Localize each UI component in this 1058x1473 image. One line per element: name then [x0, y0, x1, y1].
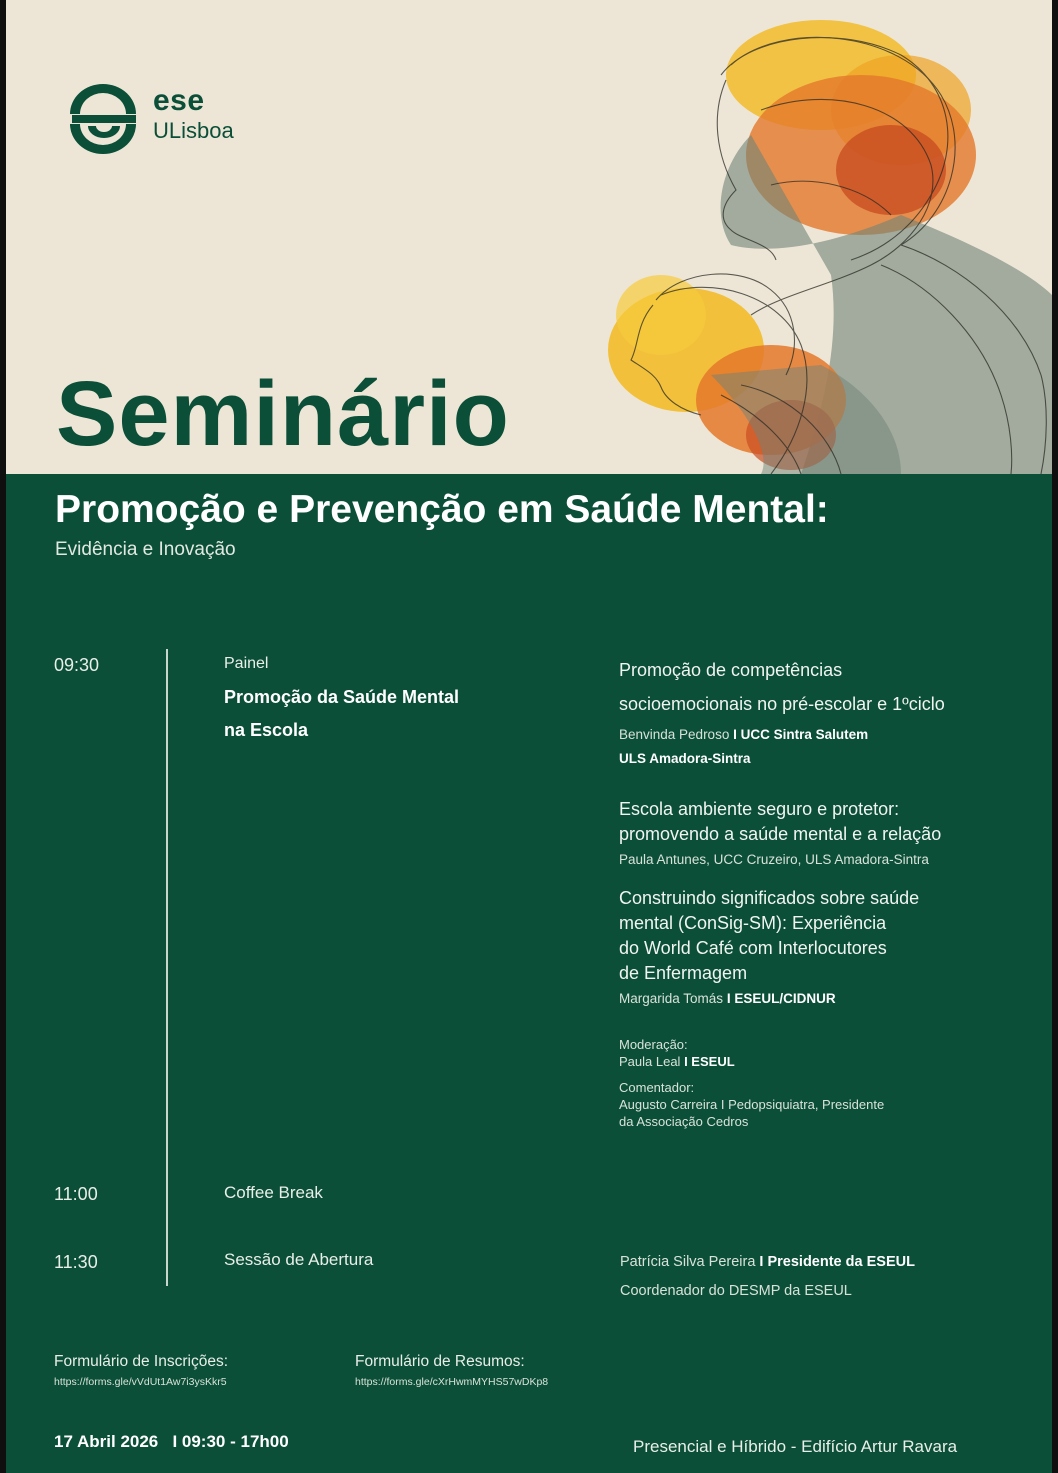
poster-header — [6, 0, 1052, 474]
talk-2-title-line-1: Escola ambiente seguro e protetor: — [619, 799, 900, 819]
opening-speaker-role: I Presidente da ESEUL — [759, 1254, 915, 1270]
talk-1-affiliation-line-2: ULS Amadora-Sintra — [619, 751, 751, 766]
panel-label: Painel — [224, 655, 269, 672]
talk-1-title-line-2: socioemocionais no pré-escolar e 1ºciclo — [619, 694, 945, 714]
talk-2-title — [619, 797, 941, 847]
opening-session-label: Sessão de Abertura — [224, 1250, 374, 1269]
talk-1-title-line-1: Promoção de competências — [619, 660, 843, 680]
seminar-heading: Seminário — [56, 363, 510, 465]
talk-3-title-line-1: Construindo significados sobre saúde — [619, 888, 920, 908]
talk-3-title — [619, 886, 919, 986]
time-1100: 11:00 — [54, 1184, 98, 1204]
moderation-person — [619, 1053, 939, 1070]
commentator-line-2: da Associação Cedros — [619, 1114, 749, 1129]
talk-1-title — [619, 653, 945, 721]
time-0930: 09:30 — [54, 655, 100, 675]
timeline-divider — [166, 649, 168, 1286]
coffee-break-label: Coffee Break — [224, 1183, 323, 1202]
event-location: Presencial e Híbrido - Edifício Artur Ravara — [633, 1437, 958, 1456]
talk-3-title-line-3: do World Café com Interlocutores — [619, 938, 887, 958]
registration-form-link[interactable]: https://forms.gle/vVdUt1Aw7i3ysKkr5 — [54, 1376, 227, 1388]
opening-speaker-name: Patrícia Silva Pereira — [620, 1254, 756, 1270]
logo-ese-text: ese — [153, 84, 205, 117]
talk-3-speaker-name: Margarida Tomás — [619, 991, 724, 1006]
talk-3-title-line-2: mental (ConSig-SM): Experiência — [619, 913, 887, 933]
abstracts-form-link[interactable]: https://forms.gle/cXrHwmMYHS57wDKp8 — [355, 1376, 549, 1388]
moderation-affiliation: I ESEUL — [684, 1054, 735, 1069]
panel-title-line-2: na Escola — [224, 720, 309, 740]
opening-speaker — [620, 1254, 915, 1270]
ese-logo-icon — [64, 84, 144, 154]
moderation-block — [619, 1036, 939, 1070]
event-date-time — [54, 1432, 289, 1452]
talk-3-title-line-4: de Enfermagem — [619, 963, 748, 983]
talk-3-speaker — [619, 991, 836, 1006]
seminar-poster — [6, 0, 1052, 1473]
seminar-subtitle: Evidência e Inovação — [55, 539, 236, 560]
time-1130: 11:30 — [54, 1252, 98, 1272]
commentator-line-1: Augusto Carreira I Pedopsiquiatra, Presidente — [619, 1097, 885, 1112]
moderation-label: Moderação: — [619, 1037, 688, 1052]
talk-3-affiliation: I ESEUL/CIDNUR — [726, 991, 836, 1006]
logo-ulisboa-text: ULisboa — [153, 118, 234, 143]
mental-health-illustration — [601, 15, 1052, 474]
talk-2-title-line-2: promovendo a saúde mental e a relação — [619, 824, 942, 844]
ese-ulisboa-logo — [64, 84, 264, 154]
panel-title-line-1: Promoção da Saúde Mental — [224, 687, 460, 707]
talk-1-affiliation-line-1: I UCC Sintra Salutem — [733, 727, 869, 742]
commentator-block — [619, 1079, 939, 1130]
seminar-title: Promoção e Prevenção em Saúde Mental: — [55, 488, 829, 531]
opening-speaker-2: Coordenador do DESMP da ESEUL — [620, 1283, 852, 1299]
commentator-label: Comentador: — [619, 1080, 695, 1095]
talk-1-speaker — [619, 727, 868, 742]
registration-form-label: Formulário de Inscrições: — [54, 1353, 229, 1370]
talk-1-speaker-name: Benvinda Pedroso — [619, 727, 730, 742]
event-time: I 09:30 - 17h00 — [172, 1432, 289, 1451]
abstracts-form-label: Formulário de Resumos: — [355, 1353, 525, 1370]
talk-2-speaker: Paula Antunes, UCC Cruzeiro, ULS Amadora-Sintra — [619, 852, 929, 867]
moderation-name: Paula Leal — [619, 1054, 681, 1069]
event-date: 17 Abril 2026 — [54, 1432, 159, 1451]
talk-1-affiliation-line-2-row — [619, 751, 751, 766]
